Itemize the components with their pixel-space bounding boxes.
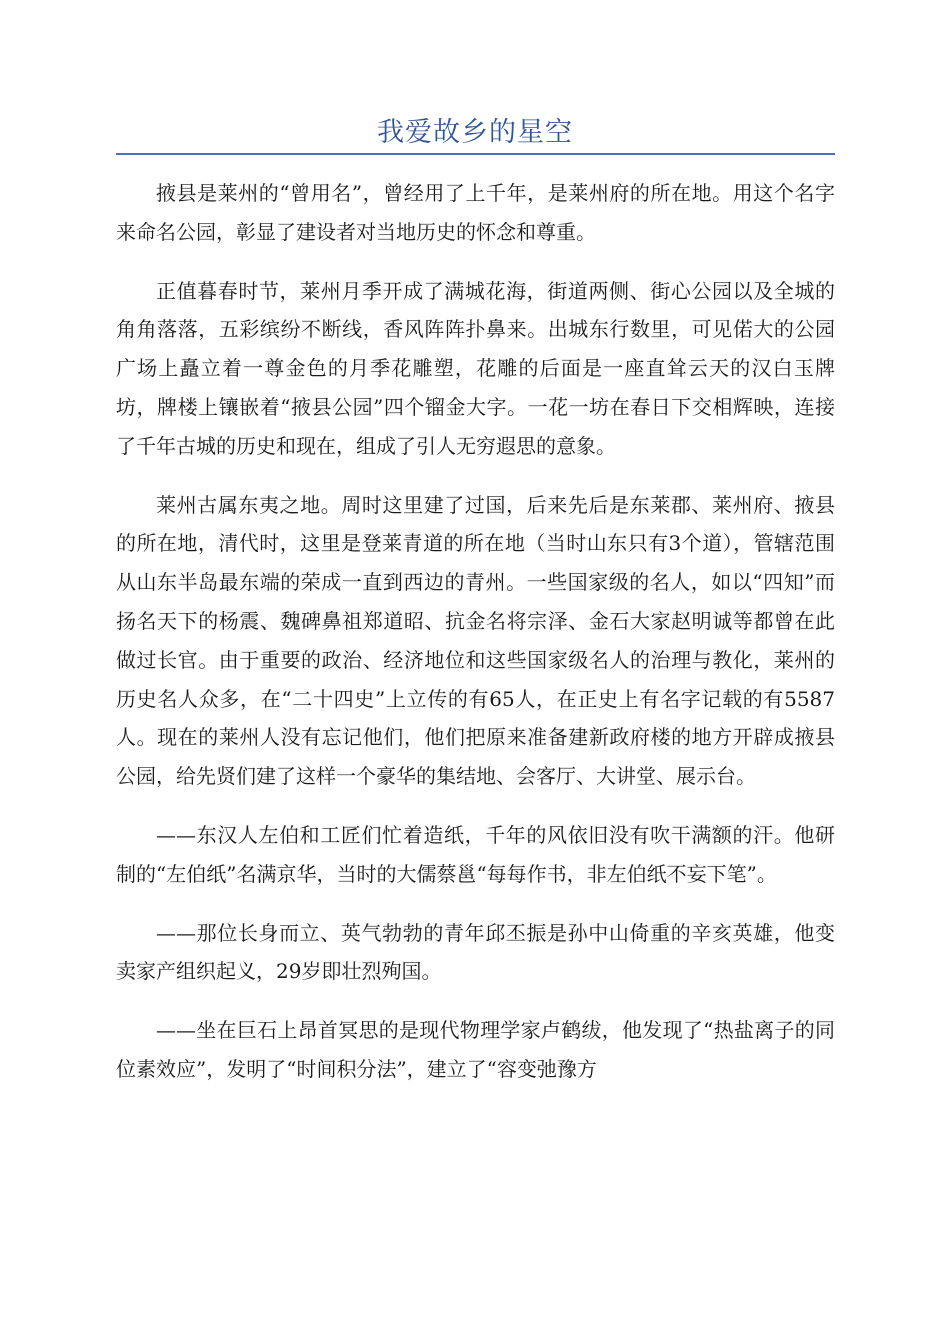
paragraph: ——坐在巨石上昂首冥思的是现代物理学家卢鹤绂，他发现了“热盐离子的同位素效应”，发明了“时间积分法”，建立了“容变弛豫方 — [116, 1018, 835, 1081]
document-body — [116, 174, 835, 1109]
title-underline — [116, 153, 835, 155]
paragraph: 掖县是莱州的“曾用名”，曾经用了上千年，是莱州府的所在地。用这个名字来命名公园，彰显了建设者对当地历史的怀念和尊重。 — [116, 181, 835, 244]
paragraph: ——那位长身而立、英气勃勃的青年邱丕振是孙中山倚重的辛亥英雄，他变卖家产组织起义，29岁即壮烈殉国。 — [116, 920, 835, 984]
page-title: 我爱故乡的星空 — [377, 117, 573, 148]
paragraph: 莱州古属东夷之地。周时这里建了过国，后来先后是东莱郡、莱州府、掖县的所在地，清代时，这里是登莱青道的所在地（当时山东只有3个道），管辖范围从山东半岛最东端的荣成一直到西边的青州。一些国家级的名人，如以“四知”而扬名天下的杨震、魏碑鼻祖郑道昭、抗金名将宗泽、金石大家赵明诚等都曾在此做过长官。由于重要的政治、经济地位和这些国家级名人的治理与教化，莱州的历史名人众多，在“二十四史”上立传的有65人，在正史上有名字记载的有5587人。现在的莱州人没有忘记他们，他们把原来准备建新政府楼的地方开辟成掖县公园，给先贤们建了这样一个豪华的集结地、会客厅、大讲堂、展示台。 — [116, 492, 835, 789]
paragraph: 正值暮春时节，莱州月季开成了满城花海，街道两侧、街心公园以及全城的角角落落，五彩缤纷不断线，香风阵阵扑鼻来。出城东行数里，可见偌大的公园广场上矗立着一尊金色的月季花雕塑，花雕的后面是一座直耸云天的汉白玉牌坊，牌楼上镶嵌着“掖县公园”四个镏金大字。一花一坊在春日下交相辉映，连接了千年古城的历史和现在，组成了引人无穷遐思的意象。 — [116, 278, 835, 458]
paragraph: ——东汉人左伯和工匠们忙着造纸，千年的风依旧没有吹干满额的汗。他研制的“左伯纸”名满京华，当时的大儒蔡邕“每每作书，非左伯纸不妄下笔”。 — [116, 822, 835, 886]
